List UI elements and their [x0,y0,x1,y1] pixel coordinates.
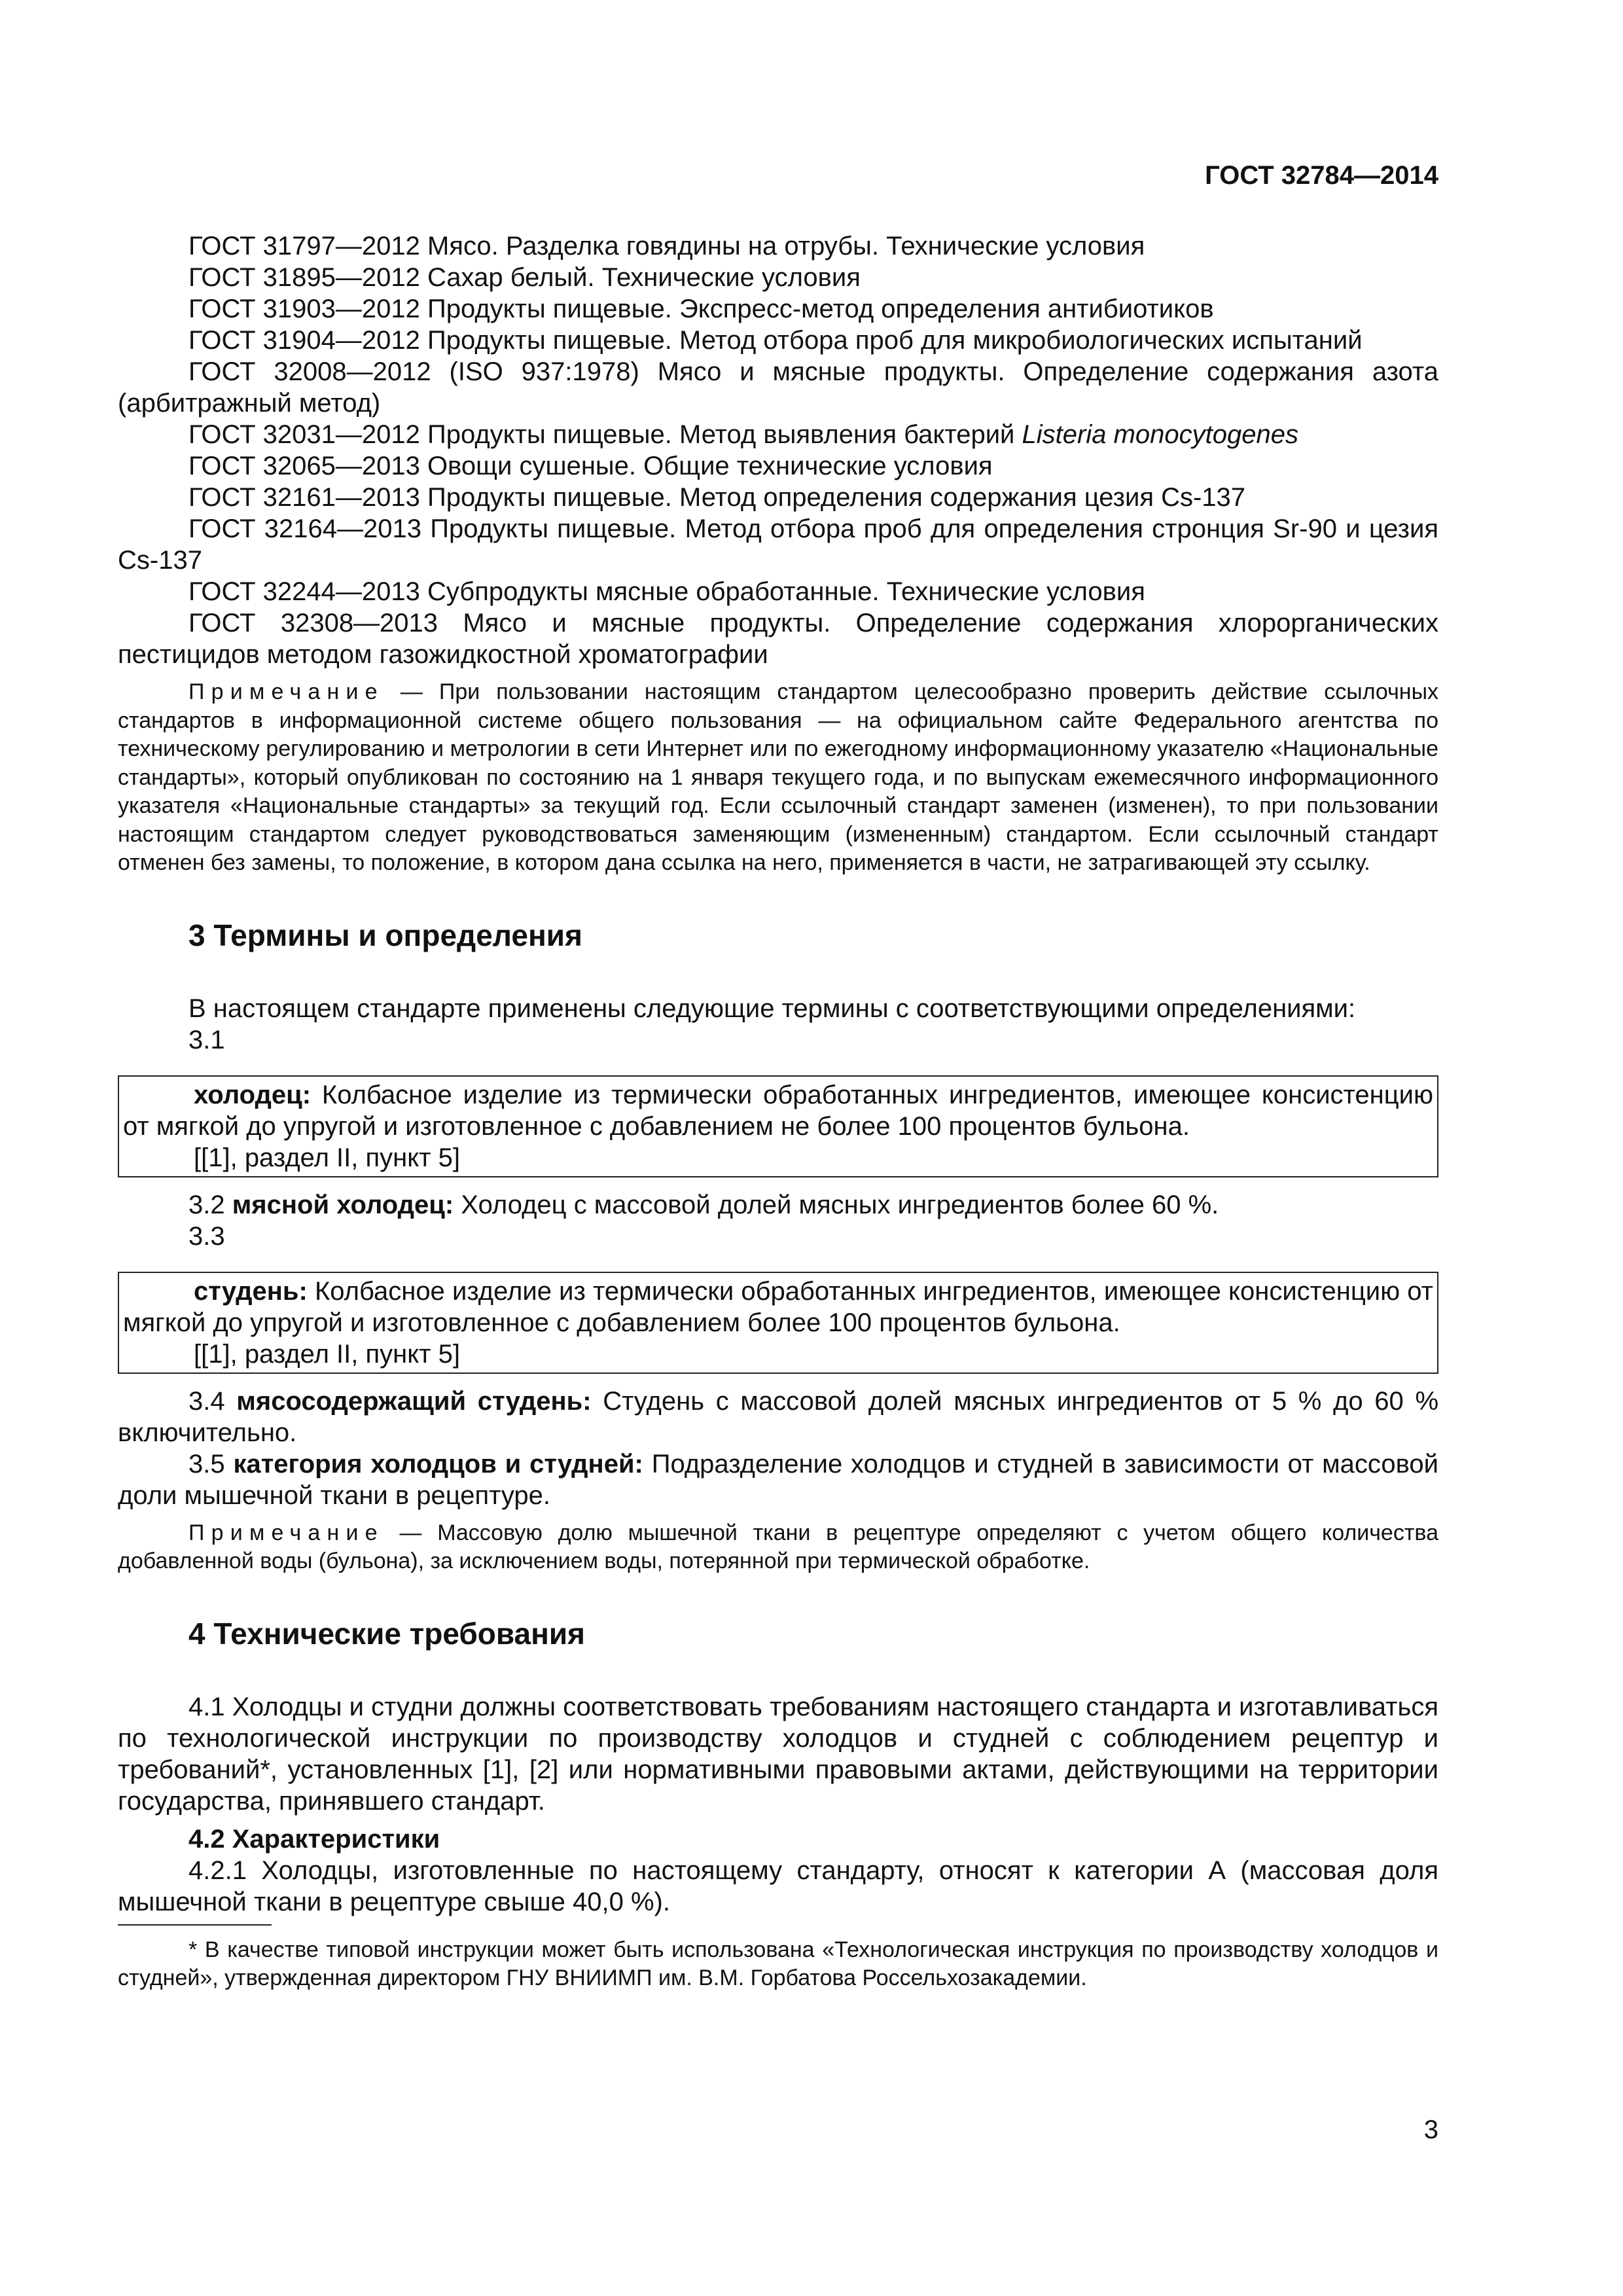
document-body [118,230,1438,1993]
reference-item: ГОСТ 31797—2012 Мясо. Разделка говядины на отрубы. Технические условия [188,232,1145,260]
reference-item: ГОСТ 32065—2013 Овощи сушеные. Общие технические условия [188,452,993,480]
term-3-1-number: 3.1 [188,1025,225,1054]
section-3-title: 3 Термины и определения [188,918,582,952]
clause-4-2-1: 4.2.1 Холодцы, изготовленные по настоящему стандарту, относят к категории А (массовая доля мышечной ткани в рецептуре свыше 40,0 %). [118,1856,1438,1916]
term-3-2-name: мясной холодец: [232,1190,454,1219]
reference-item: ГОСТ 32244—2013 Субпродукты мясные обработанные. Технические условия [188,577,1145,606]
term-3-2: 3.2 мясной холодец: Холодец с массовой долей мясных ингредиентов более 60 %. [188,1190,1219,1219]
term-box-3-1 [118,1075,1438,1177]
reference-item: ГОСТ 31903—2012 Продукты пищевые. Экспресс-метод определения антибиотиков [188,295,1214,323]
section-4-title: 4 Технические требования [188,1616,585,1651]
section-3-intro: В настоящем стандарте применены следующие термины с соответствующими определениями: [188,994,1356,1023]
term-3-4: 3.4 мясосодержащий студень: Студень с массовой долей мясных ингредиентов от 5 % до 60 % включительно. [118,1386,1439,1447]
term-3-1: холодец: Колбасное изделие из термически обработанных ингредиентов, имеющее консистенцию от мягкой до упругой и изготовленное с добавлением не более 100 процентов бульона. [123,1080,1433,1141]
term-box-3-3 [118,1272,1438,1374]
term-3-3-name: студень: [194,1276,308,1306]
footnote: * В качестве типовой инструкции может быть использована «Технологическая инструкция по производству холодцов и студней», утвержденная директором ГНУ ВНИИМП им. В.М. Горбатова Россельхозакадемии. [118,1937,1438,1990]
footnote-separator [118,1924,272,1926]
term-3-1-name: холодец: [194,1080,312,1109]
term-3-5: 3.5 категория холодцов и студней: Подразделение холодцов и студней в зависимости от массовой доли мышечной ткани в рецептуре. [118,1449,1438,1510]
clause-4-2-heading: 4.2 Характеристики [188,1824,440,1854]
term-3-3: студень: Колбасное изделие из термически обработанных ингредиентов, имеющее консистенцию от мягкой до упругой и изготовленное с добавлением более 100 процентов бульона. [123,1276,1433,1337]
term-3-3-number: 3.3 [188,1221,225,1251]
reference-item: ГОСТ 32008—2012 (ISO 937:1978) Мясо и мясные продукты. Определение содержания азота (арбитражный метод) [118,357,1438,418]
reference-item: ГОСТ 32164—2013 Продукты пищевые. Метод отбора проб для определения стронция Sr-90 и цезия Cs-137 [118,514,1438,575]
reference-item: ГОСТ 32031—2012 Продукты пищевые. Метод выявления бактерий Listeria monocytogenes [188,420,1298,449]
reference-item: ГОСТ 32161—2013 Продукты пищевые. Метод определения содержания цезия Cs-137 [188,483,1246,512]
normative-references-list [118,230,1438,670]
note-references: Примечание — При пользовании настоящим стандартом целесообразно проверить действие ссылочных стандартов в информационной системе общего пользования — на официальном сайте Федерального агентства по техническому регулированию и метрологии в сети Интернет или по ежегодному информационному указателю «Национальные стандарты», который опубликован по состоянию на 1 января текущего года, и по выпускам ежемесячного информационного указателя «Национальные стандарты» за текущий год. Если ссылочный стандарт заменен (изменен), то при пользовании настоящим стандартом следует руководствоваться заменяющим (измененным) стандартом. Если ссылочный стандарт отменен без замены, то положение, в котором дана ссылка на него, применяется в части, не затрагивающей эту ссылку. [118,679,1439,875]
term-3-3-source: [[1], раздел II, пункт 5] [194,1339,460,1369]
reference-item: ГОСТ 31904—2012 Продукты пищевые. Метод отбора проб для микробиологических испытаний [188,326,1363,355]
document-header: ГОСТ 32784—2014 [1205,161,1438,190]
term-3-1-source: [[1], раздел II, пункт 5] [194,1143,460,1172]
term-3-4-name: мясосодержащий студень: [236,1386,592,1416]
term-3-5-name: категория холодцов и студней: [233,1449,643,1479]
page-number: 3 [1423,2115,1438,2144]
reference-item: ГОСТ 32308—2013 Мясо и мясные продукты. Определение содержания хлорорганических пестицидов методом газожидкостной хроматографии [118,609,1438,669]
reference-item: ГОСТ 31895—2012 Сахар белый. Технические условия [188,263,861,292]
note-terms: Примечание — Массовую долю мышечной ткани в рецептуре определяют с учетом общего количества добавленной воды (бульона), за исключением воды, потерянной при термической обработке. [118,1520,1438,1573]
clause-4-1: 4.1 Холодцы и студни должны соответствовать требованиям настоящего стандарта и изготавливаться по технологической инструкции по производству холодцов и студней с соблюдением рецептур и требований*, установленных [1], [2] или нормативными правовыми актами, действующими на территории государства, принявшего стандарт. [118,1692,1438,1816]
